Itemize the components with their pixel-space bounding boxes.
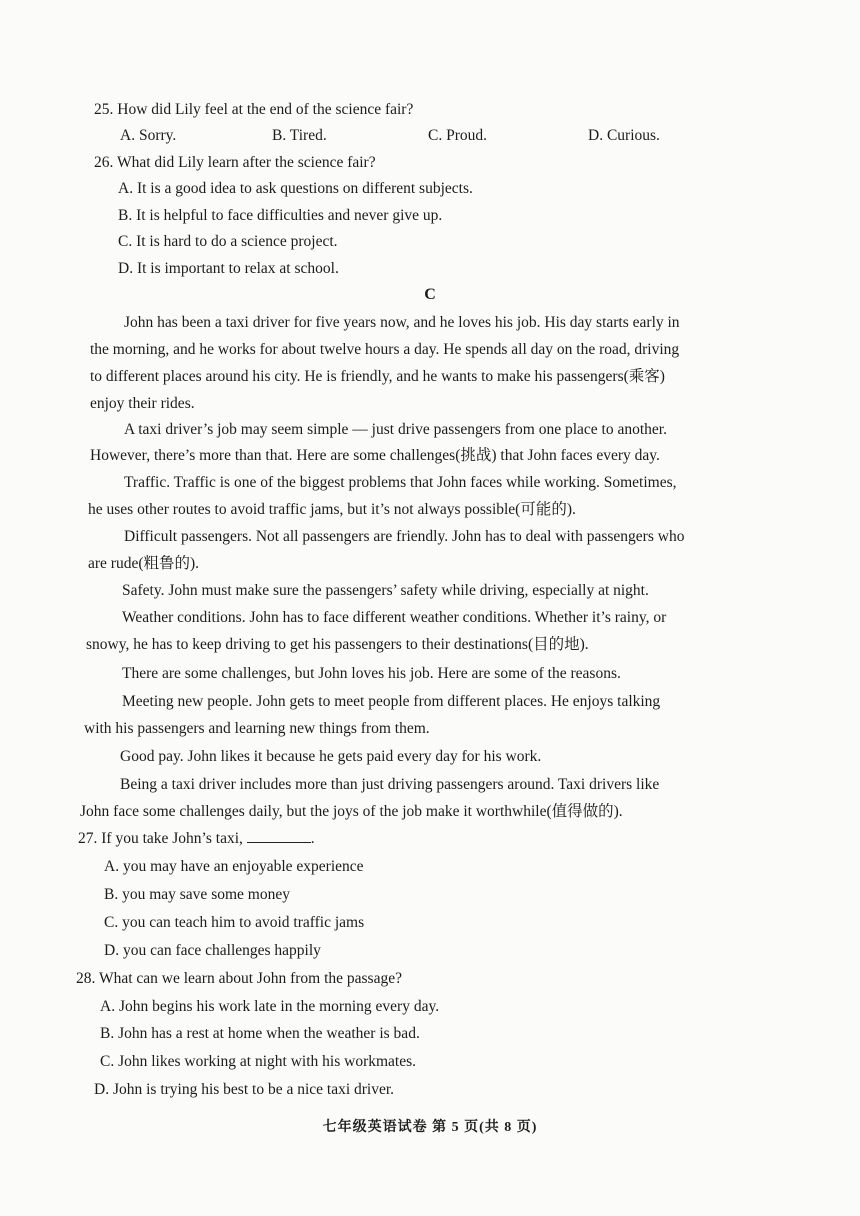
- passage-line: [0, 606, 860, 630]
- passage-text: A taxi driver’s job may seem simple — just drive passengers from one place to another.: [124, 421, 667, 438]
- passage-line: [0, 311, 860, 335]
- passage-line: [0, 717, 860, 741]
- passage-line: [0, 773, 860, 797]
- passage-text: snowy, he has to keep driving to get his passengers to their destinations(目的地).: [86, 636, 589, 653]
- passage-line: [0, 662, 860, 686]
- passage-text: Meeting new people. John gets to meet people from different places. He enjoys talking: [122, 693, 661, 710]
- option-text: C. John likes working at night with his workmates.: [100, 1053, 417, 1070]
- passage-text: enjoy their rides.: [90, 395, 195, 412]
- option-text: C. It is hard to do a science project.: [118, 233, 338, 250]
- option-a: [0, 177, 860, 201]
- option-text: A. It is a good idea to ask questions on different subjects.: [118, 180, 473, 197]
- question-text: 28. What can we learn about John from the passage?: [76, 970, 402, 987]
- option-b: [0, 204, 860, 228]
- option-text: B. you may save some money: [104, 886, 290, 903]
- option-text: D. It is important to relax at school.: [118, 260, 339, 277]
- question-25: [0, 98, 860, 122]
- passage-text: Traffic. Traffic is one of the biggest problems that John faces while working. Sometimes,: [124, 474, 677, 491]
- passage-text: Good pay. John likes it because he gets paid every day for his work.: [120, 748, 542, 765]
- option-a: [0, 995, 860, 1019]
- option-text: A. you may have an enjoyable experience: [104, 858, 364, 875]
- passage-line: [0, 444, 860, 468]
- option-b: [0, 883, 860, 907]
- passage-text: There are some challenges, but John loves his job. Here are some of the reasons.: [122, 665, 621, 682]
- passage-text: with his passengers and learning new things from them.: [84, 720, 430, 737]
- passage-text: Being a taxi driver includes more than just driving passengers around. Taxi drivers like: [120, 776, 660, 793]
- question-25-options: [0, 124, 860, 148]
- option-c: C. Proud.: [428, 127, 487, 144]
- passage-text: Safety. John must make sure the passengers’ safety while driving, especially at night.: [122, 582, 649, 599]
- passage-line: [0, 552, 860, 576]
- answer-blank: [247, 828, 311, 843]
- passage-text: the morning, and he works for about twelve hours a day. He spends all day on the road, driving: [90, 341, 680, 358]
- option-c: [0, 911, 860, 935]
- passage-line: [0, 690, 860, 714]
- passage-text: However, there’s more than that. Here are some challenges(挑战) that John faces every day.: [90, 447, 660, 464]
- passage-line: [0, 338, 860, 362]
- passage-line: [0, 633, 860, 657]
- passage-text: are rude(粗鲁的).: [88, 555, 200, 572]
- option-text: C. you can teach him to avoid traffic jams: [104, 914, 365, 931]
- passage-line: [0, 418, 860, 442]
- option-text: D. you can face challenges happily: [104, 942, 321, 959]
- passage-text: to different places around his city. He is friendly, and he wants to make his passengers(乘客): [90, 368, 665, 385]
- question-stem: 27. If you take John’s taxi,: [78, 830, 243, 847]
- option-a: [0, 855, 860, 879]
- option-text: B. It is helpful to face difficulties and never give up.: [118, 207, 443, 224]
- page-footer: 七年级英语试卷 第 5 页(共 8 页): [322, 1120, 538, 1135]
- question-27: [0, 827, 860, 851]
- option-text: B. John has a rest at home when the weather is bad.: [100, 1025, 420, 1042]
- passage-line: [0, 498, 860, 522]
- option-b: [0, 1022, 860, 1046]
- question-end: .: [310, 830, 315, 847]
- option-c: [0, 1050, 860, 1074]
- passage-line: [0, 525, 860, 549]
- question-28: [0, 967, 860, 991]
- passage-line: [0, 745, 860, 769]
- option-d: [0, 257, 860, 281]
- section-heading: C: [424, 286, 436, 303]
- option-text: D. John is trying his best to be a nice taxi driver.: [94, 1081, 395, 1098]
- question-26: [0, 151, 860, 175]
- option-d: [0, 939, 860, 963]
- question-text: [78, 827, 315, 851]
- option-b: B. Tired.: [272, 127, 327, 144]
- option-c: [0, 230, 860, 254]
- passage-line: [0, 579, 860, 603]
- option-d: D. Curious.: [588, 127, 660, 144]
- option-a: A. Sorry.: [120, 127, 177, 144]
- option-text: A. John begins his work late in the morning every day.: [100, 998, 440, 1015]
- question-text: 25. How did Lily feel at the end of the science fair?: [94, 101, 414, 118]
- passage-text: John face some challenges daily, but the joys of the job make it worthwhile(值得做的).: [80, 803, 623, 820]
- question-text: 26. What did Lily learn after the science fair?: [94, 154, 376, 171]
- passage-text: he uses other routes to avoid traffic jams, but it’s not always possible(可能的).: [88, 501, 576, 518]
- option-d: [0, 1078, 860, 1102]
- passage-line: [0, 365, 860, 389]
- passage-line: [0, 392, 860, 416]
- passage-text: John has been a taxi driver for five years now, and he loves his job. His day starts early in: [124, 314, 680, 331]
- passage-line: [0, 800, 860, 824]
- passage-text: Weather conditions. John has to face different weather conditions. Whether it’s rainy, or: [122, 609, 667, 626]
- passage-line: [0, 471, 860, 495]
- passage-text: Difficult passengers. Not all passengers are friendly. John has to deal with passengers who: [124, 528, 685, 545]
